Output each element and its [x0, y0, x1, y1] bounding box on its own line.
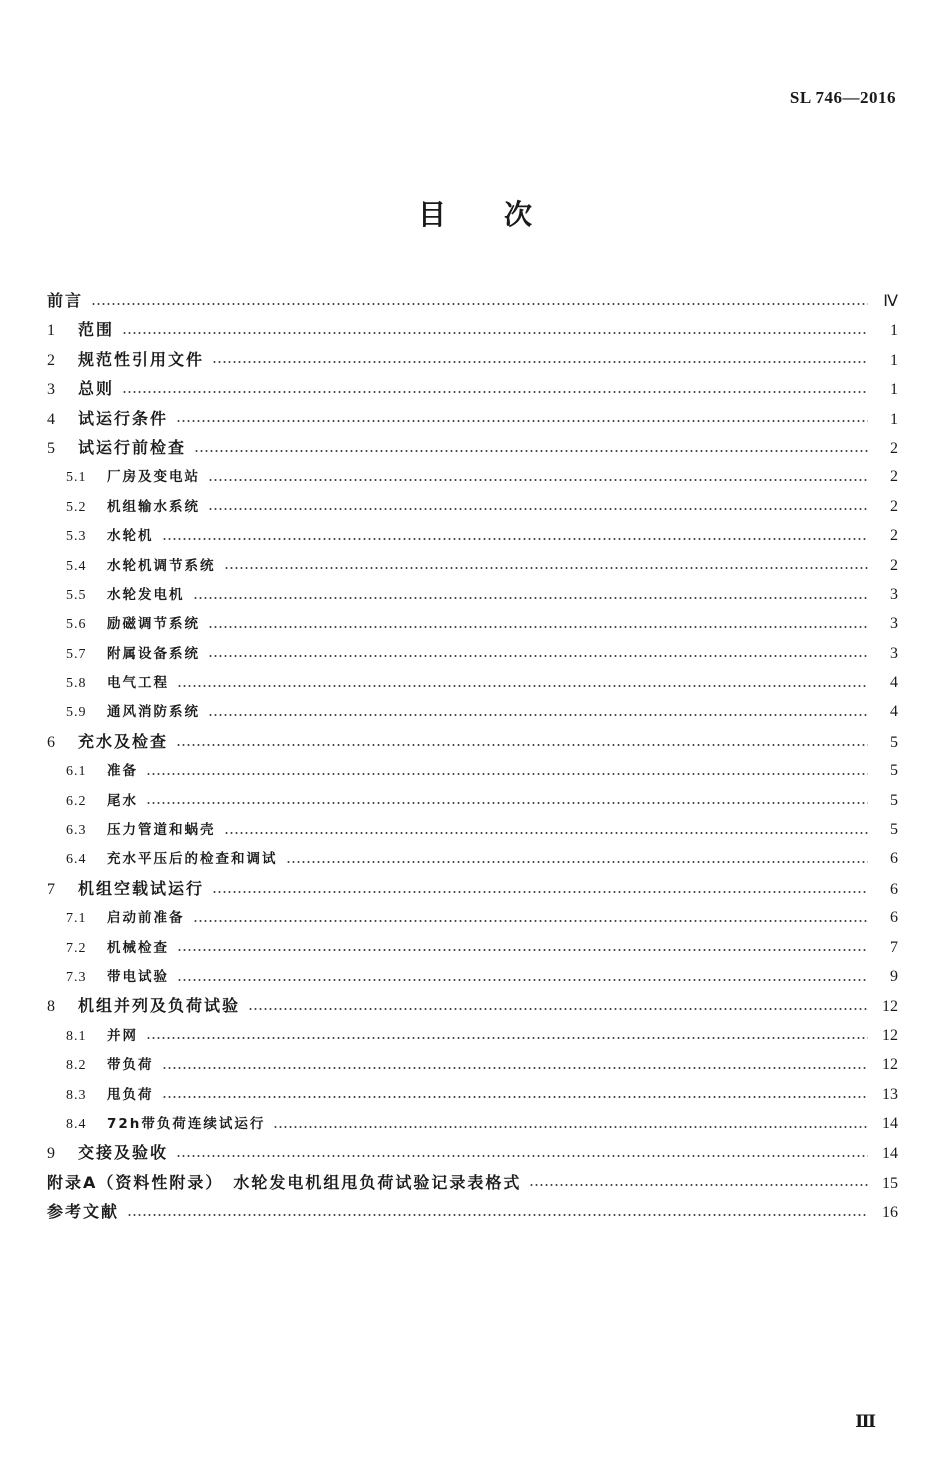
dot-leader — [224, 832, 869, 834]
toc-entry[interactable] — [47, 1109, 898, 1138]
toc-entry[interactable] — [47, 1021, 898, 1050]
dot-leader — [177, 949, 868, 951]
toc-entry[interactable] — [47, 315, 898, 344]
toc-entry-page: 7 — [890, 938, 898, 956]
toc-entry-number: 8.3 — [66, 1087, 87, 1103]
toc-entry-number: 6.3 — [66, 823, 87, 839]
toc-entry-number: 8.2 — [66, 1058, 87, 1074]
toc-entry[interactable] — [47, 1050, 898, 1079]
toc-entry-number: 8.4 — [66, 1116, 87, 1132]
toc-entry-page: 4 — [890, 703, 898, 721]
toc-entry-page: 5 — [890, 762, 898, 780]
dot-leader — [212, 891, 868, 893]
toc-entry[interactable] — [47, 1197, 898, 1226]
toc-entry-label: 规范性引用文件 — [78, 349, 205, 369]
toc-entry-number: 6 — [47, 733, 55, 751]
toc-entry-label: 参考文献 — [47, 1202, 120, 1222]
toc-entry-label: 机组空载试运行 — [78, 878, 205, 898]
toc-entry-number: 5.5 — [66, 587, 87, 603]
toc-entry[interactable] — [47, 727, 898, 756]
toc-entry-label: 准备 — [107, 763, 138, 780]
dot-leader — [176, 1155, 868, 1157]
toc-entry-page: 2 — [890, 468, 898, 486]
toc-entry-number: 5.9 — [66, 705, 87, 721]
dot-leader — [286, 861, 869, 863]
dot-leader — [208, 479, 868, 481]
dot-leader — [146, 1037, 868, 1039]
toc-entry-page: 12 — [882, 1026, 898, 1044]
toc-entry-label: 水轮发电机 — [107, 586, 185, 603]
toc-entry-page: 16 — [882, 1204, 898, 1222]
toc-entry-number: 2 — [47, 351, 55, 369]
toc-entry-page: 6 — [890, 909, 898, 927]
toc-entry[interactable] — [47, 1080, 898, 1109]
toc-entry[interactable] — [47, 492, 898, 521]
toc-entry[interactable] — [47, 844, 898, 873]
toc-entry-number: 5.4 — [66, 558, 87, 574]
toc-entry-label: 电气工程 — [107, 675, 169, 692]
toc-entry-page: Ⅳ — [883, 293, 898, 310]
toc-entry-page: 14 — [882, 1145, 898, 1163]
toc-entry[interactable] — [47, 991, 898, 1020]
toc-entry-number: 5.7 — [66, 646, 87, 662]
dot-leader — [122, 332, 868, 334]
toc-entry-page: 9 — [890, 967, 898, 985]
toc-entry-number: 7.2 — [66, 940, 87, 956]
dot-leader — [529, 1184, 868, 1186]
toc-entry-label: 范围 — [78, 320, 115, 340]
toc-entry[interactable] — [47, 756, 898, 785]
toc-entry-number: 5.2 — [66, 499, 87, 515]
toc-entry-label: 试运行条件 — [78, 408, 169, 428]
toc-entry-label: 励磁调节系统 — [107, 616, 200, 633]
standard-code: SL 746—2016 — [789, 88, 896, 107]
dot-leader — [177, 685, 868, 687]
toc-entry[interactable] — [47, 786, 898, 815]
table-of-contents — [47, 286, 898, 1227]
toc-entry-page: 13 — [882, 1085, 898, 1103]
dot-leader — [176, 744, 868, 746]
dot-leader — [208, 655, 868, 657]
dot-leader — [224, 567, 869, 569]
toc-entry[interactable] — [47, 697, 898, 726]
toc-entry[interactable] — [47, 521, 898, 550]
toc-entry[interactable] — [47, 374, 898, 403]
dot-leader — [91, 303, 868, 305]
toc-entry-label: 尾水 — [107, 792, 138, 809]
toc-entry-number: 6.2 — [66, 793, 87, 809]
toc-entry-page: 1 — [890, 322, 898, 340]
toc-entry-number: 7.1 — [66, 911, 87, 927]
toc-entry-label: 启动前准备 — [107, 910, 185, 927]
toc-entry-label: 水轮机 — [107, 528, 154, 545]
dot-leader — [127, 1214, 868, 1216]
toc-entry[interactable] — [47, 609, 898, 638]
toc-entry-number: 7 — [47, 880, 55, 898]
toc-entry-number: 9 — [47, 1145, 55, 1163]
toc-entry-page: 4 — [890, 674, 898, 692]
toc-entry-label: 水轮机调节系统 — [107, 557, 216, 574]
toc-entry-label: 机组并列及负荷试验 — [78, 996, 241, 1016]
toc-entry-label: 附属设备系统 — [107, 645, 200, 662]
toc-entry-number: 5.6 — [66, 617, 87, 633]
toc-entry-label: 压力管道和蜗壳 — [107, 822, 216, 839]
dot-leader — [162, 538, 869, 540]
toc-entry-number: 3 — [47, 381, 55, 399]
toc-entry-page: 6 — [890, 880, 898, 898]
toc-entry[interactable] — [47, 1138, 898, 1167]
toc-entry[interactable] — [47, 1168, 898, 1197]
toc-entry-label: 并网 — [107, 1027, 138, 1044]
toc-entry-page: 2 — [890, 556, 898, 574]
toc-entry[interactable] — [47, 815, 898, 844]
toc-entry[interactable] — [47, 668, 898, 697]
dot-leader — [162, 1067, 869, 1069]
toc-entry[interactable] — [47, 874, 898, 903]
toc-entry-label: 附录A（资料性附录） 水轮发电机组甩负荷试验记录表格式 — [47, 1172, 522, 1192]
toc-entry-number: 5 — [47, 439, 55, 457]
toc-entry-page: 6 — [890, 850, 898, 868]
toc-entry-page: 15 — [882, 1174, 898, 1192]
toc-entry-label: 充水平压后的检查和调试 — [107, 851, 278, 868]
toc-entry[interactable] — [47, 903, 898, 932]
toc-entry[interactable] — [47, 345, 898, 374]
toc-entry-number: 4 — [47, 410, 55, 428]
toc-entry-number: 5.3 — [66, 529, 87, 545]
toc-entry-label: 前言 — [47, 291, 84, 310]
toc-entry-number: 6.1 — [66, 764, 87, 780]
toc-entry-page: 12 — [882, 998, 898, 1016]
toc-entry[interactable] — [47, 639, 898, 668]
toc-entry-number: 6.4 — [66, 852, 87, 868]
dot-leader — [177, 979, 868, 981]
dot-leader — [212, 361, 868, 363]
toc-entry-page: 14 — [882, 1114, 898, 1132]
toc-entry-label: 机械检查 — [107, 939, 169, 956]
toc-entry-label: 总则 — [78, 379, 115, 399]
dot-leader — [162, 1096, 869, 1098]
toc-entry-page: 3 — [890, 644, 898, 662]
dot-leader — [146, 802, 868, 804]
toc-entry-page: 3 — [890, 585, 898, 603]
toc-entry[interactable] — [47, 286, 898, 315]
toc-entry[interactable] — [47, 551, 898, 580]
toc-entry-page: 12 — [882, 1056, 898, 1074]
toc-entry[interactable] — [47, 580, 898, 609]
dot-leader — [122, 391, 868, 393]
toc-entry-page: 5 — [890, 821, 898, 839]
toc-title: 目次 — [417, 198, 590, 231]
dot-leader — [208, 626, 868, 628]
toc-entry-number: 5.1 — [66, 470, 87, 486]
toc-entry[interactable] — [47, 933, 898, 962]
toc-entry-page: 3 — [890, 615, 898, 633]
toc-entry-label: 试运行前检查 — [78, 437, 187, 457]
dot-leader — [193, 597, 869, 599]
toc-entry-label: 充水及检查 — [78, 731, 169, 751]
toc-entry-page: 5 — [890, 733, 898, 751]
toc-entry-page: 2 — [890, 497, 898, 515]
dot-leader — [208, 508, 868, 510]
dot-leader — [208, 714, 868, 716]
dot-leader — [146, 773, 868, 775]
toc-entry-page: 5 — [890, 791, 898, 809]
toc-entry-label: 72h带负荷连续试运行 — [107, 1115, 266, 1132]
toc-entry-page: 2 — [890, 527, 898, 545]
toc-entry-page: 1 — [890, 351, 898, 369]
toc-entry-label: 带电试验 — [107, 968, 169, 985]
toc-entry-label: 交接及验收 — [78, 1143, 169, 1163]
dot-leader — [273, 1126, 868, 1128]
toc-entry[interactable] — [47, 433, 898, 462]
toc-entry-page: 2 — [890, 439, 898, 457]
dot-leader — [176, 420, 868, 422]
toc-entry-label: 带负荷 — [107, 1057, 154, 1074]
dot-leader — [248, 1008, 868, 1010]
toc-entry-number: 5.8 — [66, 676, 87, 692]
toc-entry[interactable] — [47, 962, 898, 991]
toc-entry-page: 1 — [890, 410, 898, 428]
toc-entry-number: 7.3 — [66, 969, 87, 985]
toc-entry-number: 1 — [47, 322, 55, 340]
dot-leader — [193, 920, 869, 922]
toc-entry-label: 通风消防系统 — [107, 704, 200, 721]
toc-entry-label: 厂房及变电站 — [107, 469, 200, 486]
toc-entry-number: 8 — [47, 998, 55, 1016]
toc-entry-page: 1 — [890, 381, 898, 399]
toc-entry-number: 8.1 — [66, 1028, 87, 1044]
toc-entry[interactable] — [47, 404, 898, 433]
page-folio: Ⅲ — [855, 1412, 876, 1431]
toc-entry-label: 机组输水系统 — [107, 498, 200, 515]
toc-entry-label: 甩负荷 — [107, 1086, 154, 1103]
dot-leader — [194, 450, 868, 452]
toc-entry[interactable] — [47, 462, 898, 491]
